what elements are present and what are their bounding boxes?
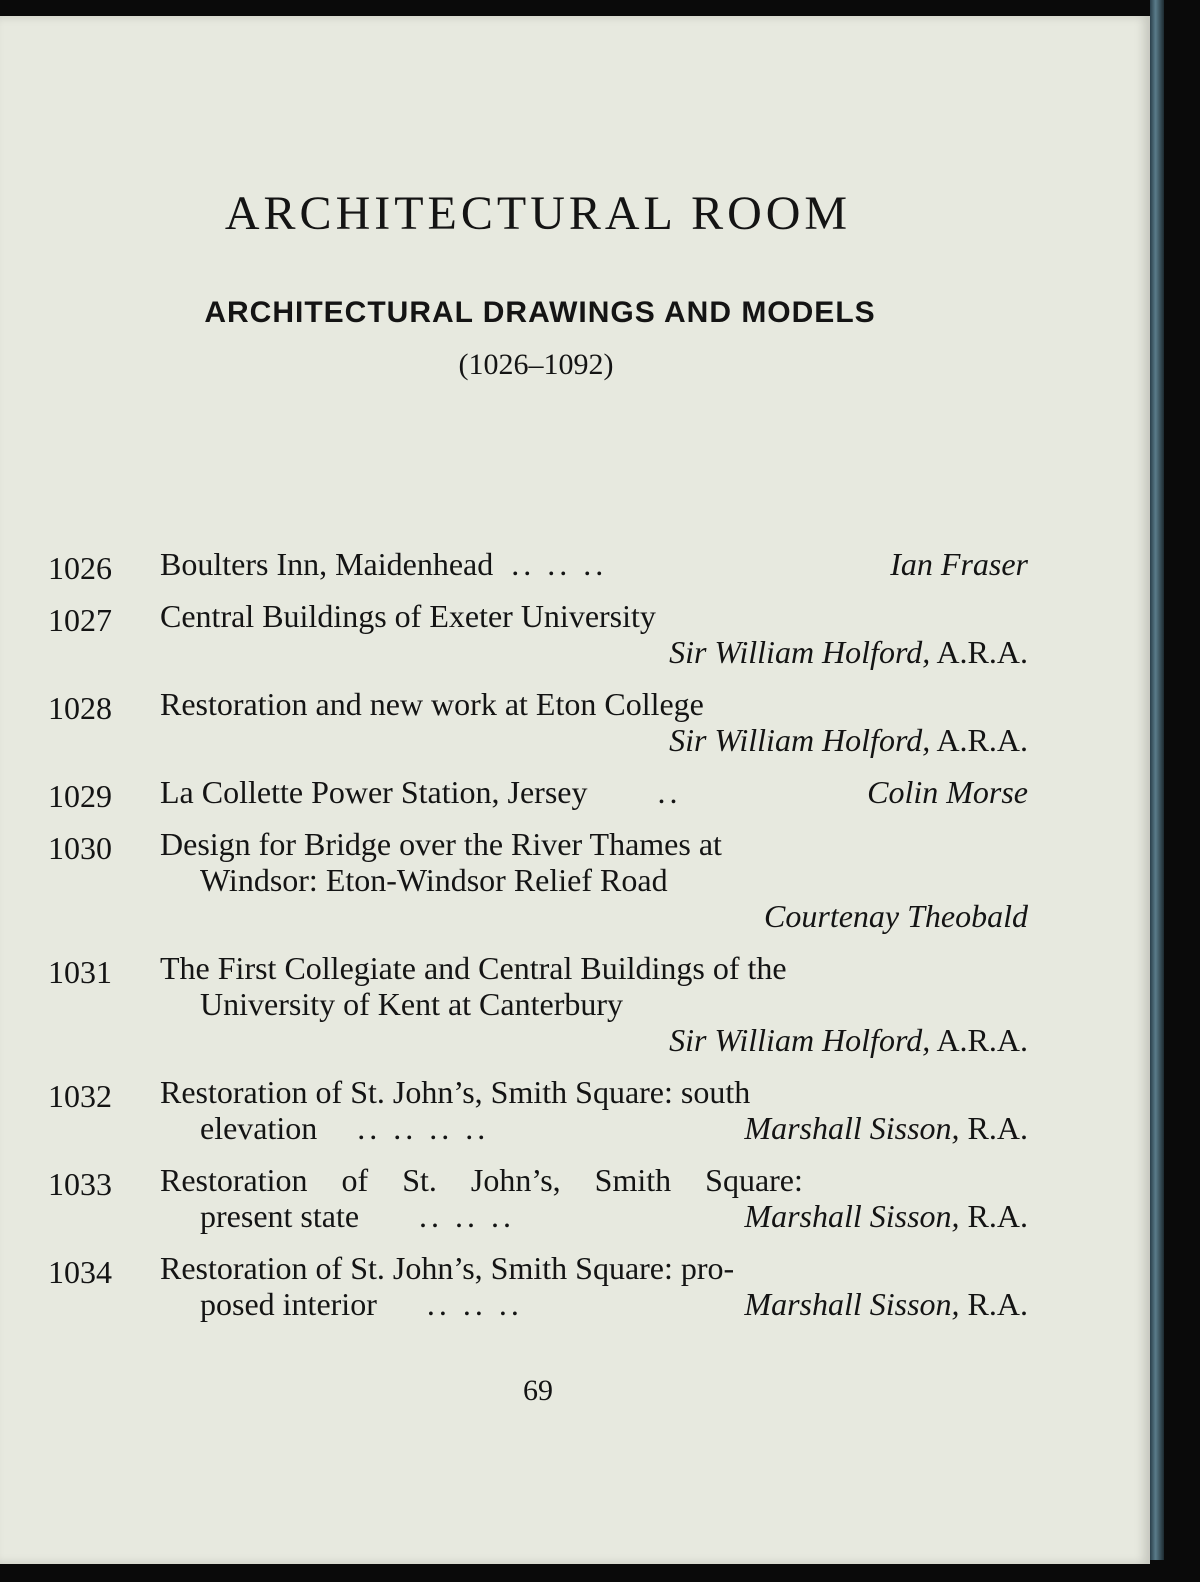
entry-1026 (48, 546, 1028, 586)
leader-dots: .. .. .. (511, 546, 608, 582)
entry-author: Colin Morse (867, 774, 1028, 810)
entry-number: 1034 (48, 1254, 112, 1290)
leader-dots: .. .. .. .. (357, 1110, 490, 1146)
entry-author: Marshall Sisson, (744, 1286, 960, 1322)
entry-title: Central Buildings of Exeter University (160, 598, 656, 634)
book-edge (1150, 0, 1164, 1560)
entry-title: Restoration of St. John’s, Smith Square: south (160, 1074, 751, 1110)
leader-dots: .. (657, 774, 682, 810)
entry-title-continued: present state (200, 1198, 360, 1234)
entry-list (48, 546, 1028, 1338)
entry-number: 1026 (48, 550, 112, 586)
entry-1028 (48, 686, 1028, 758)
entry-1032 (48, 1074, 1028, 1146)
entry-number: 1032 (48, 1078, 112, 1114)
entry-1029 (48, 774, 1028, 814)
entry-author: Sir William Holford, (669, 634, 931, 670)
entry-title-continued: posed interior (200, 1286, 377, 1322)
entry-author: Ian Fraser (890, 546, 1028, 582)
entry-title-continued: elevation (200, 1110, 318, 1146)
entry-number: 1033 (48, 1166, 112, 1202)
entry-1034 (48, 1250, 1028, 1322)
entry-author: Sir William Holford, (669, 722, 931, 758)
entry-number: 1030 (48, 830, 112, 866)
entry-1027 (48, 598, 1028, 670)
catalogue-page (0, 16, 1150, 1564)
entry-honour: R.A. (967, 1110, 1028, 1146)
entry-honour: A.R.A. (936, 1022, 1028, 1058)
page-number: 69 (523, 1374, 553, 1407)
page-title: ARCHITECTURAL ROOM (224, 187, 852, 240)
entry-number: 1027 (48, 602, 112, 638)
entry-title: La Collette Power Station, Jersey (160, 774, 588, 810)
section-heading: ARCHITECTURAL DRAWINGS AND MODELS (204, 296, 876, 329)
entry-honour: R.A. (967, 1286, 1028, 1322)
entry-number: 1029 (48, 778, 112, 814)
entry-1031 (48, 950, 1028, 1058)
entry-1033 (48, 1162, 1028, 1234)
entry-title: Restoration of St. John’s, Smith Square: pro- (160, 1250, 735, 1286)
entry-number: 1031 (48, 954, 112, 990)
entry-title-continued: University of Kent at Canterbury (200, 986, 623, 1022)
entry-number: 1028 (48, 690, 112, 726)
entry-honour: A.R.A. (936, 722, 1028, 758)
catalogue-range: (1026–1092) (458, 348, 614, 381)
entry-honour: R.A. (967, 1198, 1028, 1234)
entry-author: Marshall Sisson, (744, 1198, 960, 1234)
entry-title: Boulters Inn, Maidenhead (160, 546, 494, 582)
entry-title: The First Collegiate and Central Buildings of the (160, 950, 787, 986)
entry-title: Design for Bridge over the River Thames at (160, 826, 722, 862)
entry-title-continued: Windsor: Eton-Windsor Relief Road (200, 862, 668, 898)
entry-1030 (48, 826, 1028, 934)
entry-title: Restoration of St. John’s, Smith Square: (160, 1162, 803, 1198)
entry-honour: A.R.A. (936, 634, 1028, 670)
leader-dots: .. .. .. (419, 1198, 516, 1234)
entry-author: Courtenay Theobald (764, 898, 1028, 934)
leader-dots: .. .. .. (426, 1286, 523, 1322)
entry-author: Sir William Holford, (669, 1022, 931, 1058)
entry-author: Marshall Sisson, (744, 1110, 960, 1146)
entry-title: Restoration and new work at Eton College (160, 686, 704, 722)
